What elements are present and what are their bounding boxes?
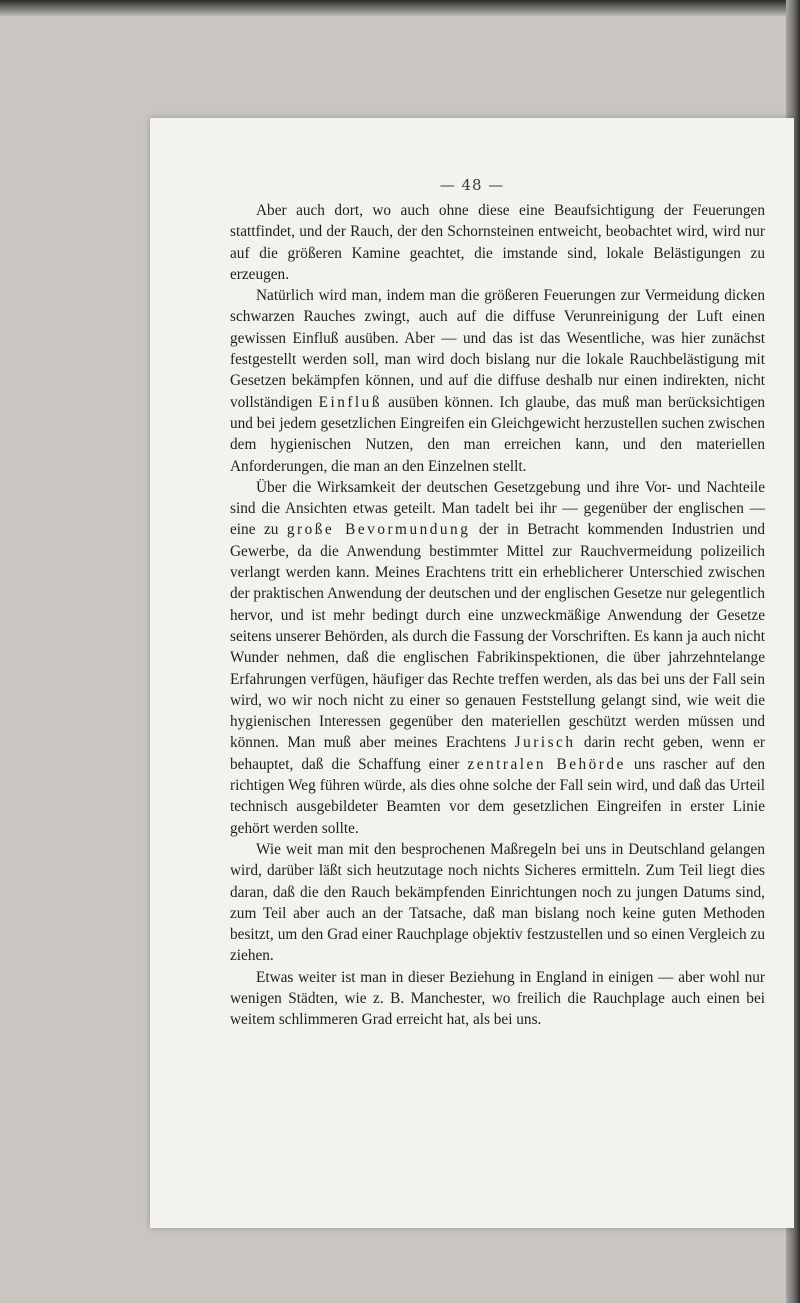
paragraph-text: Wie weit man mit den besprochenen Maßregeln bei uns in Deutschland gelangen wird, darüber läßt sich heutzutage noch nichts Sicheres ermitteln. Zum Teil liegt dies daran, daß die den Rauch bekämpfenden Einrichtungen noch zu jungen Datums sind, zum Teil aber auch an der Tatsache, daß man bislang noch keine guten Methoden besitzt, um den Grad einer Rauchplage objektiv festzustellen und so einen Vergleich zu ziehen. (230, 840, 765, 965)
paragraph-2 (230, 285, 765, 477)
scan-shadow-top (0, 0, 800, 16)
paragraph-1 (230, 200, 765, 285)
emphasis-spaced: Jurisch (514, 734, 576, 752)
book-page (150, 118, 794, 1228)
emphasis-spaced: zentralen Behörde (467, 755, 626, 773)
body-text (230, 200, 765, 1031)
paragraph-text: Natürlich wird man, indem man die größeren Feuerungen zur Vermeidung dicken schwarzen Rauches zwingt, auch auf die diffuse Verunreinigung der Luft einen gewissen Einfluß ausüben. Aber — und das ist das Wesentliche, was hier zunächst festgestellt werden soll, man wird doch bislang nur die lokale Rauchbelästigung mit Gesetzen bekämpfen können, und auf die diffuse deshalb nur einen indirekten, nicht vollständigen (230, 287, 765, 411)
page-number: — 48 — (439, 176, 505, 194)
paragraph-text: Etwas weiter ist man in dieser Beziehung in England in einigen — aber wohl nur wenigen Städten, wie z. B. Manchester, wo freilich die Rauchplage auch einen bei weitem schlimmeren Grad erreicht hat, als bei uns. (230, 968, 765, 1029)
emphasis-spaced: große Bevormundung (286, 521, 471, 539)
paragraph-text: uns rascher auf den richtigen Weg führen würde, als dies ohne solche der Fall sein wird, und daß das Urteil technisch ausgebildeter Beamten vor dem gesetzlichen Eingreifen in erster Linie gehört werden sollte. (230, 755, 766, 837)
paragraph-4 (230, 839, 765, 967)
paragraph-3 (230, 477, 765, 839)
paragraph-text: Über die Wirksamkeit der deutschen Gesetzgebung und ihre Vor- und Nachteile sind die Ansichten etwas geteilt. Man tadelt bei ihr — gegenüber der englischen — eine zu (230, 478, 765, 539)
paragraph-text: ausüben können. Ich glaube, das muß man berücksichtigen und bei jedem gesetzlichen Eingreifen ein Gleichgewicht herzustellen suchen zwischen dem hygienischen Nutzen, den man erreichen kann, und den materiellen Anforderungen, die man an den Einzelnen stellt. (230, 393, 766, 475)
emphasis-spaced: Einfluß (318, 393, 382, 411)
paragraph-text: der in Betracht kommenden Industrien und Gewerbe, da die Anwendung bestimmter Mittel zur Rauchvermeidung polizeilich verlangt werden kann. Meines Erachtens tritt ein erheblicherer Unterschied zwischen der praktischen Anwendung der deutschen und der englischen Gesetze nur gelegentlich hervor, und ist mehr bedingt durch eine unzweckmäßige Anwendung der Gesetze seitens unserer Behörden, als durch die Fassung der Vorschriften. Es kann ja auch nicht Wunder nehmen, daß die englischen Fabrikinspektionen, die über jahrzehntelange Erfahrungen verfügen, häufiger das Rechte treffen werden, als das bei uns der Fall sein wird, wo wir noch nicht zu einer so genauen Feststellung gelangt sind, wie weit die hygienischen Interessen gegenüber den materiellen geschützt werden müssen und können. Man muß aber meines Erachtens (230, 521, 766, 752)
paragraph-text: Aber auch dort, wo auch ohne diese eine Beaufsichtigung der Feuerungen stattfindet, und der Rauch, der den Schornsteinen entweicht, beobachtet wird, wird nur auf die größeren Kamine geachtet, die imstande sind, lokale Belästigungen zu erzeugen. (230, 202, 765, 283)
paragraph-text: darin recht geben, wenn er behauptet, daß die Schaffung einer (230, 734, 766, 773)
paragraph-5 (230, 967, 765, 1031)
